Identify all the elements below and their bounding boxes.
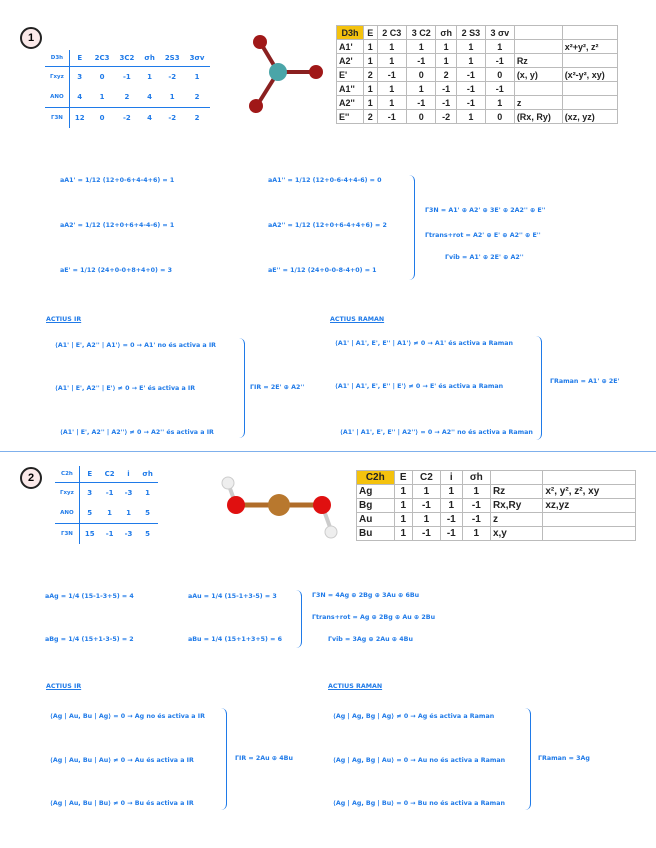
table-row [357,485,636,499]
table-cell: 0 [485,110,514,124]
table-cell: 3 [77,73,83,81]
formula: aA2' = 1/12 (12+0+6+4-4-6) = 1 [60,222,175,229]
raman-line: ⟨Ag | Ag, Bg | Au⟩ = 0 → Au no és activa a Raman [333,757,506,764]
table-cell: 2 [194,114,200,122]
header-cell [543,471,636,485]
table-cell: 1 [377,54,406,68]
table-cell: 1 [456,110,485,124]
formula: aA1' = 1/12 (12+0-6+4-4+6) = 1 [60,177,175,184]
formula: aBu = 1/4 (15+1+3+5) = 6 [188,636,282,643]
header-cell: i [440,471,462,485]
gamma-result: Γ3N = A1' ⊕ A2' ⊕ 3E' ⊕ 2A2'' ⊕ E'' [425,207,546,214]
table-row [45,108,210,129]
raman-result: ΓRaman = 3Ag [538,755,590,762]
header-cell: E [79,466,99,483]
header-cell: 2 C3 [377,26,406,40]
table-cell: -1 [462,499,490,513]
table-cell [543,513,636,527]
raman-title: ACTIUS RAMAN [328,683,383,690]
table-cell: 1 [394,485,412,499]
table-cell: 1 [364,82,378,96]
table-row [337,110,618,124]
table-cell [562,96,617,110]
table-cell: 1 [100,503,120,524]
header-cell: 2 S3 [456,26,485,40]
table-cell: 5 [137,503,157,524]
formula: aA1'' = 1/12 (12+0-6-4+4-6) = 0 [268,177,382,184]
ir-line: ⟨Ag | Au, Bu | Au⟩ ≠ 0 → Au és activa a IR [50,757,194,764]
table-cell: 1 [194,73,200,81]
table-row [337,54,618,68]
table-cell: 1 [90,87,115,108]
table-cell: -1 [436,82,456,96]
table-cell: -2 [436,110,456,124]
table-cell: A2'' [337,96,364,110]
table-cell: Bu [357,527,395,541]
reducible-representation-table-d3h [45,50,210,128]
raman-line: ⟨A1' | A1', E', E'' | E'⟩ ≠ 0 → E' és activa a Raman [335,383,504,390]
molecule-trigonal-planar-icon [240,28,330,118]
table-cell: Au [357,513,395,527]
table-cell: 1 [377,40,406,54]
table-cell: 1 [407,40,436,54]
table-cell: 15 [84,530,95,538]
bracket [535,336,542,440]
table-row [55,524,158,545]
table-cell: Bg [357,499,395,513]
table-cell: 1 [440,499,462,513]
header-cell: σh [436,26,456,40]
table-cell: A2' [337,54,364,68]
table-cell [514,82,562,96]
character-table-d3h [336,25,618,124]
header-cell: σh [137,466,157,483]
header-cell: E [69,50,89,67]
table-cell: -1 [436,96,456,110]
table-cell: xz,yz [543,499,636,513]
table-cell: 1 [364,96,378,110]
header-cell: 3 C2 [407,26,436,40]
table-cell: E' [337,68,364,82]
table-cell: -1 [377,68,406,82]
ir-result: ΓIR = 2Au ⊕ 4Bu [235,755,293,762]
table-cell: -1 [407,96,436,110]
table-cell: -1 [456,96,485,110]
table-cell: -1 [407,54,436,68]
table-row [45,87,210,108]
table-cell: x,y [490,527,542,541]
reducible-representation-table-c2h [55,466,158,544]
table-row [55,483,158,504]
table-cell: Γxyz [55,483,79,504]
table-cell: -2 [168,114,177,122]
header-cell: E [364,26,378,40]
section-number-1: 1 [20,27,42,49]
ir-line: ⟨A1' | E', A2'' | E'⟩ ≠ 0 → E' és activa a IR [55,385,196,392]
raman-line: ⟨A1' | A1', E', E'' | A1'⟩ ≠ 0 → A1' és activa a Raman [335,340,514,347]
table-cell: x²+y², z² [562,40,617,54]
table-cell: 1 [485,96,514,110]
table-cell: E'' [337,110,364,124]
header-cell: 3 σv [485,26,514,40]
table-cell: -1 [123,73,131,81]
table-cell: ANO [55,503,79,524]
section-divider [0,451,656,452]
table-header-row [55,466,158,483]
header-cell: 3σv [185,50,210,67]
ir-result: ΓIR = 2E' ⊕ A2'' [250,384,305,391]
table-cell: Ag [357,485,395,499]
table-cell: -1 [440,513,462,527]
table-row [337,82,618,96]
table-cell: -1 [456,82,485,96]
table-cell: 1 [160,87,185,108]
table-cell [562,82,617,96]
table-cell: 4 [139,87,159,108]
table-cell: 2 [364,110,378,124]
table-cell: 1 [120,503,138,524]
table-cell: -1 [105,530,114,538]
table-cell: 1 [147,73,153,81]
gamma-result: Γtrans+rot = A2' ⊕ E' ⊕ A2'' ⊕ E'' [425,232,541,239]
table-cell [514,40,562,54]
table-row [357,513,636,527]
formula: aAg = 1/4 (15-1-3+5) = 4 [45,593,134,600]
header-cell: D3h [337,26,364,40]
table-cell: 1 [440,485,462,499]
table-cell: 0 [407,68,436,82]
table-cell: 1 [364,54,378,68]
header-cell: 2C3 [90,50,115,67]
table-cell: -1 [462,513,490,527]
table-cell: z [514,96,562,110]
header-cell: i [120,466,138,483]
table-cell: A1' [337,40,364,54]
table-cell: 5 [79,503,99,524]
table-cell [543,527,636,541]
table-cell: -3 [124,489,133,497]
table-cell: 1 [485,40,514,54]
bracket [408,175,415,280]
table-cell: -3 [124,530,133,538]
table-cell: 4 [147,114,153,122]
table-cell: 5 [145,530,151,538]
table-cell: 1 [412,485,440,499]
table-cell: Rz [514,54,562,68]
table-header-row [337,26,618,40]
gamma-result: Γvib = A1' ⊕ 2E' ⊕ A2'' [445,254,524,261]
bracket [524,708,531,810]
table-cell: ANO [45,87,69,108]
raman-result: ΓRaman = A1' ⊕ 2E' [550,378,620,385]
table-cell: 1 [364,40,378,54]
character-table-c2h [356,470,636,541]
formula: aA2'' = 1/12 (12+0+6-4+4+6) = 2 [268,222,387,229]
table-cell: 4 [69,87,89,108]
header-cell: C2 [100,466,120,483]
table-cell: -1 [412,499,440,513]
table-cell: 1 [456,54,485,68]
table-cell: 0 [99,114,105,122]
table-cell: x², y², z², xy [543,485,636,499]
header-cell [490,471,542,485]
raman-line: ⟨A1' | A1', E', E'' | A2''⟩ = 0 → A2'' no és activa a Raman [340,429,533,436]
gamma-result: Γtrans+rot = Ag ⊕ 2Bg ⊕ Au ⊕ 2Bu [312,614,436,621]
table-cell: A1'' [337,82,364,96]
table-row [45,67,210,88]
table-cell: -1 [105,489,114,497]
table-row [357,527,636,541]
header-cell: σh [139,50,159,67]
table-cell: -2 [168,73,177,81]
header-cell: C2h [55,466,79,483]
table-row [357,499,636,513]
ir-line: ⟨Ag | Au, Bu | Bu⟩ ≠ 0 → Bu és activa a IR [50,800,194,807]
table-cell: Rx,Ry [490,499,542,513]
table-cell: 1 [394,513,412,527]
table-cell: 2 [185,87,210,108]
table-header-row [357,471,636,485]
bracket [296,590,302,648]
table-cell: 0 [99,73,105,81]
formula: aBg = 1/4 (15+1-3-5) = 2 [45,636,134,643]
header-cell: D3h [45,50,69,67]
gamma-result: Γ3N = 4Ag ⊕ 2Bg ⊕ 3Au ⊕ 6Bu [312,592,420,599]
header-cell: C2h [357,471,395,485]
table-cell: 1 [436,40,456,54]
ir-line: ⟨A1' | E', A2'' | A2''⟩ ≠ 0 → A2'' és activa a IR [60,429,214,436]
section-number-2: 2 [20,467,42,489]
table-row [337,68,618,82]
table-cell: 1 [407,82,436,96]
table-cell: -1 [440,527,462,541]
table-cell: 3 [87,489,93,497]
table-cell: (xz, yz) [562,110,617,124]
table-cell: 12 [74,114,85,122]
table-row [337,40,618,54]
formula: aE' = 1/12 (24+0-0+8+4+0) = 3 [60,267,172,274]
header-cell: 3C2 [114,50,139,67]
table-cell: 1 [462,527,490,541]
table-row [337,96,618,110]
table-cell: -1 [456,68,485,82]
table-cell: 2 [436,68,456,82]
table-cell: z [490,513,542,527]
table-cell [562,54,617,68]
header-cell: 2S3 [160,50,185,67]
table-cell: 1 [394,527,412,541]
ir-title: ACTIUS IR [46,316,82,323]
table-cell: -1 [412,527,440,541]
table-cell: 0 [407,110,436,124]
table-row [55,503,158,524]
table-cell: -1 [377,110,406,124]
molecule-trans-planar-icon [218,475,343,545]
raman-title: ACTIUS RAMAN [330,316,385,323]
formula: aAu = 1/4 (15-1+3-5) = 3 [188,593,277,600]
raman-line: ⟨Ag | Ag, Bg | Bu⟩ = 0 → Bu no és activa a Raman [333,800,505,807]
table-cell: Γxyz [45,67,69,88]
bracket [220,708,227,810]
table-cell: (x²-y², xy) [562,68,617,82]
table-cell: Γ3N [55,524,79,545]
table-cell: 1 [462,485,490,499]
table-cell: 1 [456,40,485,54]
header-cell [514,26,562,40]
table-cell: -2 [123,114,131,122]
table-cell: 1 [436,54,456,68]
gamma-result: Γvib = 3Ag ⊕ 2Au ⊕ 4Bu [328,636,413,643]
formula: aE'' = 1/12 (24+0-0-8-4+0) = 1 [268,267,377,274]
header-cell: σh [462,471,490,485]
header-cell: E [394,471,412,485]
table-cell: 2 [114,87,139,108]
table-cell: 1 [377,96,406,110]
header-cell: C2 [412,471,440,485]
header-cell [562,26,617,40]
table-cell: -1 [485,82,514,96]
table-cell: 0 [485,68,514,82]
table-cell: 2 [364,68,378,82]
table-cell: (Rx, Ry) [514,110,562,124]
table-cell: 1 [377,82,406,96]
ir-line: ⟨Ag | Au, Bu | Ag⟩ = 0 → Ag no és activa a IR [50,713,205,720]
ir-line: ⟨A1' | E', A2'' | A1'⟩ = 0 → A1' no és activa a IR [55,342,217,349]
bracket [238,338,245,438]
table-cell: 1 [145,489,151,497]
ir-title: ACTIUS IR [46,683,82,690]
table-cell: Rz [490,485,542,499]
table-cell: 1 [412,513,440,527]
raman-line: ⟨Ag | Ag, Bg | Ag⟩ ≠ 0 → Ag és activa a Raman [333,713,495,720]
table-cell: -1 [485,54,514,68]
table-cell: (x, y) [514,68,562,82]
table-header-row [45,50,210,67]
table-cell: Γ3N [45,108,69,129]
table-cell: 1 [394,499,412,513]
